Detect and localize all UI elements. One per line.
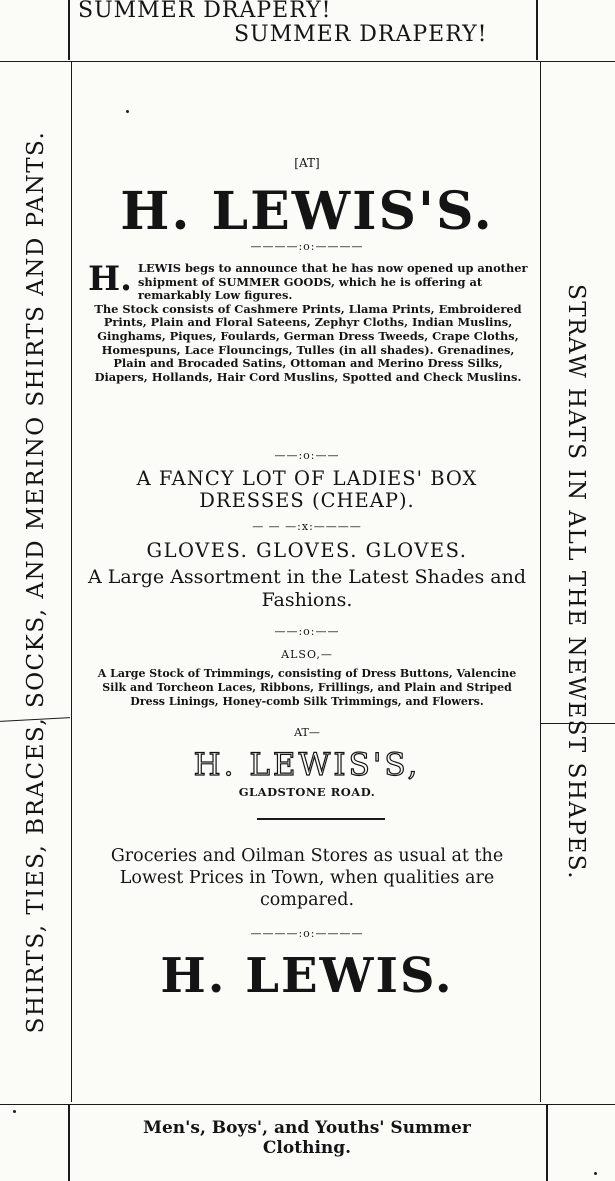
also-label: ALSO,— [281, 648, 333, 661]
shop-address: GLADSTONE ROAD. [238, 785, 376, 799]
bottom-banner-line2: Clothing. [262, 1138, 352, 1158]
bottom-banner-line1: Men's, Boys', and Youths' Summer [143, 1118, 471, 1138]
gloves-heading: GLOVES. GLOVES. GLOVES. [146, 539, 468, 562]
top-rule-right [536, 0, 538, 60]
at-label: [AT] [294, 156, 320, 170]
assortment-text: A Large Assortment in the Latest Shades and Fashions. [87, 566, 527, 611]
top-banner-line2: SUMMER DRAPERY! [234, 22, 488, 47]
speck [13, 1110, 16, 1113]
middle-rule [257, 818, 385, 820]
separator-4: ——:o:—— [274, 625, 340, 638]
shop-title: H. LEWIS'S. [120, 181, 494, 242]
top-banner [68, 0, 536, 58]
main-advert [74, 64, 540, 1099]
top-banner-line1: SUMMER DRAPERY! [78, 0, 332, 23]
bottom-banner-text [68, 1118, 546, 1158]
left-side-text: SHIRTS, TIES, BRACES, SOCKS, AND MERINO SHIRTS AND PANTS. [23, 130, 49, 1033]
bottom-rule-right [546, 1105, 548, 1181]
intro-paragraph [88, 259, 528, 384]
fancy-lot-heading [74, 468, 540, 512]
separator-5: ————:o:———— [250, 927, 364, 940]
shop-signature: H. LEWIS. [160, 948, 454, 1004]
fancy-line1: A FANCY LOT OF LADIES' BOX [136, 467, 478, 490]
bottom-banner [68, 1106, 546, 1176]
trimmings-paragraph: A Large Stock of Trimmings, consisting of Dress Buttons, Valencine Silk and Torcheon Laces, Ribbons, Frillings, and Plain and Striped Dress Linings, Honey-comb Silk Trimmings, and Flowers. [97, 667, 517, 708]
intro-announcement: LEWIS begs to announce that he has now opened up another shipment of SUMMER GOODS, which he is offering at remarkably Low figures. [137, 261, 528, 303]
at-dash-label: AT— [294, 726, 320, 739]
separator-2: ——:o:—— [274, 449, 340, 462]
intro-dropcap: H. [88, 259, 132, 299]
left-side-panel [8, 64, 64, 1099]
separator-3: — — —:x:———— [252, 520, 362, 533]
left-column-rule [71, 62, 72, 1102]
shop-name-outline: H. LEWIS'S, [193, 747, 421, 783]
stock-list: The Stock consists of Cashmere Prints, Llama Prints, Embroidered Prints, Plain and Floral Sateens, Zephyr Cloths, Indian Muslins, Ginghams, Piques, Foulards, German Dress Tweeds, Crape Cloths, Homespuns, Lace Flouncings, Tulles (in all shades). Grenadines, Plain and Brocaded Satins, Ottoman and Merino Dress Silks, Diapers, Hollands, Hair Cord Muslins, Spotted and Check Muslins. [94, 301, 522, 384]
right-side-text: STRAW HATS IN ALL THE NEWEST SHAPES. [563, 283, 589, 880]
right-side-panel [544, 64, 608, 1099]
footer-divider [0, 1104, 615, 1105]
separator-1: ————:o:———— [250, 240, 364, 253]
speck [126, 110, 129, 113]
header-divider [0, 61, 615, 62]
speck [594, 1172, 597, 1175]
groceries-paragraph: Groceries and Oilman Stores as usual at the Lowest Prices in Town, when qualities are compared. [110, 846, 504, 910]
fancy-line2: DRESSES (CHEAP). [199, 489, 415, 512]
right-column-rule [540, 62, 541, 1102]
